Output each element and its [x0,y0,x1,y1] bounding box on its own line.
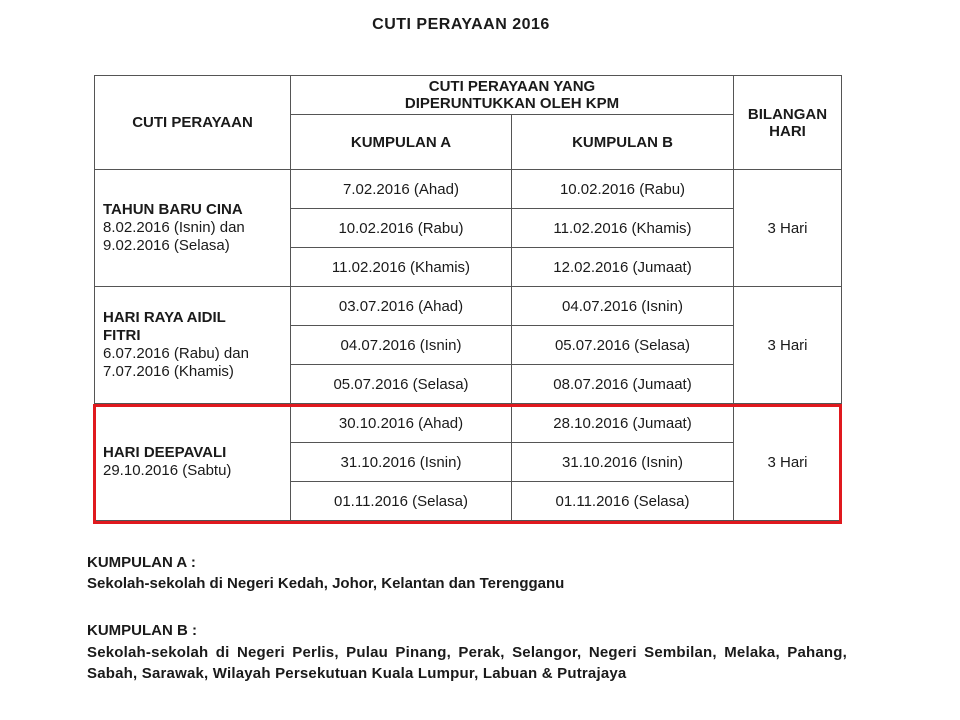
group-b-date: 08.07.2016 (Jumaat) [512,365,734,404]
holiday-date-line2: 7.07.2016 (Khamis) [103,363,234,380]
group-b-date: 28.10.2016 (Jumaat) [512,404,734,443]
header-allocated-line1: CUTI PERAYAAN YANG [428,78,596,95]
page-title: CUTI PERAYAAN 2016 [372,16,550,33]
holiday-cell [95,170,291,287]
table-row [95,170,842,209]
group-b-date: 11.02.2016 (Khamis) [512,209,734,248]
group-b-date: 05.07.2016 (Selasa) [512,326,734,365]
group-a-text: Sekolah-sekolah di Negeri Kedah, Johor, Kelantan dan Terengganu [87,575,565,592]
table-row [95,287,842,326]
group-a-heading: KUMPULAN A : [87,554,196,571]
group-a-date: 10.02.2016 (Rabu) [291,209,512,248]
header-days [734,76,842,170]
group-a-date: 31.10.2016 (Isnin) [291,443,512,482]
group-a-date: 04.07.2016 (Isnin) [291,326,512,365]
header-allocated-line2: DIPERUNTUKKAN OLEH KPM [404,95,620,112]
days-count: 3 Hari [734,170,842,287]
holiday-name: TAHUN BARU CINA [103,201,243,218]
header-allocated [291,76,734,115]
group-a-date: 05.07.2016 (Selasa) [291,365,512,404]
holiday-date: 29.10.2016 (Sabtu) [103,462,232,479]
group-b-date: 12.02.2016 (Jumaat) [512,248,734,287]
group-b-heading: KUMPULAN B : [87,622,197,639]
group-b-text: Sekolah-sekolah di Negeri Perlis, Pulau Pinang, Perak, Selangor, Negeri Sembilan, Melaka, Pahang, Sabah, Sarawak, Wilayah Persekutuan Kuala Lumpur, Labuan & Putrajaya [87,644,847,682]
group-a-note [87,554,847,592]
holiday-name: HARI RAYA AIDIL [103,309,226,326]
group-a-date: 7.02.2016 (Ahad) [291,170,512,209]
holiday-cell [95,287,291,404]
holiday-cell [95,404,291,521]
group-b-date: 04.07.2016 (Isnin) [512,287,734,326]
group-b-note [87,622,847,684]
group-a-date: 30.10.2016 (Ahad) [291,404,512,443]
header-holiday: CUTI PERAYAAN [95,76,291,170]
holiday-name-line2: FITRI [103,327,141,344]
holiday-date-line2: 9.02.2016 (Selasa) [103,237,230,254]
group-b-date: 10.02.2016 (Rabu) [512,170,734,209]
group-a-date: 01.11.2016 (Selasa) [291,482,512,521]
group-a-date: 11.02.2016 (Khamis) [291,248,512,287]
holiday-date: 8.02.2016 (Isnin) dan [103,219,245,236]
header-days-line2: HARI [769,122,806,140]
days-count: 3 Hari [734,404,842,521]
header-group-b: KUMPULAN B [512,115,734,170]
group-b-date: 31.10.2016 (Isnin) [512,443,734,482]
group-b-date: 01.11.2016 (Selasa) [512,482,734,521]
group-a-date: 03.07.2016 (Ahad) [291,287,512,326]
days-count: 3 Hari [734,287,842,404]
header-group-a: KUMPULAN A [291,115,512,170]
table-row [95,404,842,443]
header-days-line1: BILANGAN [747,105,828,123]
holiday-name: HARI DEEPAVALI [103,444,227,461]
holiday-table [94,75,842,521]
holiday-date: 6.07.2016 (Rabu) dan [103,345,249,362]
